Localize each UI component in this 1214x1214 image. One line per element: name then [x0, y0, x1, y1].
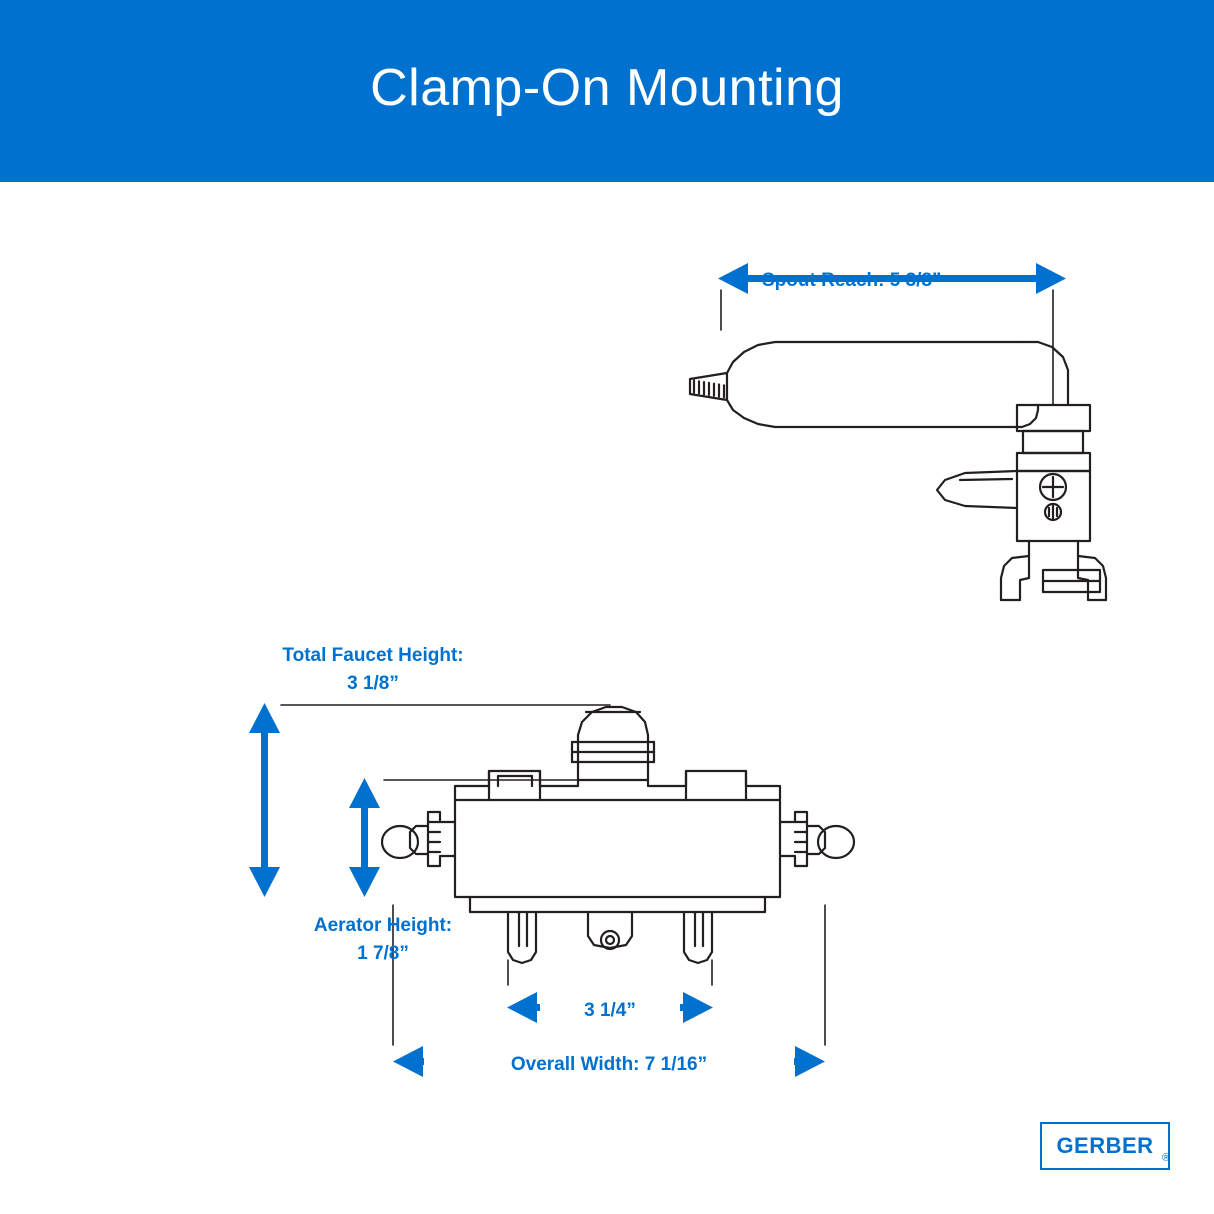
logo-text: GERBER: [1056, 1133, 1154, 1158]
total-faucet-height-arrow: [249, 703, 280, 897]
spout-reach-leaders: [721, 290, 1053, 405]
side-view-drawing: [690, 342, 1106, 600]
overall-width-label: Overall Width: 7 1/16”: [424, 1052, 794, 1078]
aerator-height-arrow: [349, 778, 380, 897]
logo-registered-mark: ®: [1162, 1152, 1171, 1164]
aerator-height-label-line2: 1 7/8”: [357, 943, 409, 964]
total-faucet-height-label-line2: 3 1/8”: [347, 673, 399, 694]
aerator-height-label-line1: Aerator Height:: [313, 915, 453, 936]
spout-reach-label: Spout Reach: 5 3/8”: [762, 270, 942, 291]
gerber-logo: [1040, 1122, 1170, 1170]
center-width-label: 3 1/4”: [540, 998, 680, 1024]
total-faucet-height-label-line1: Total Faucet Height:: [282, 645, 464, 666]
page-title: Clamp-On Mounting: [370, 59, 844, 117]
